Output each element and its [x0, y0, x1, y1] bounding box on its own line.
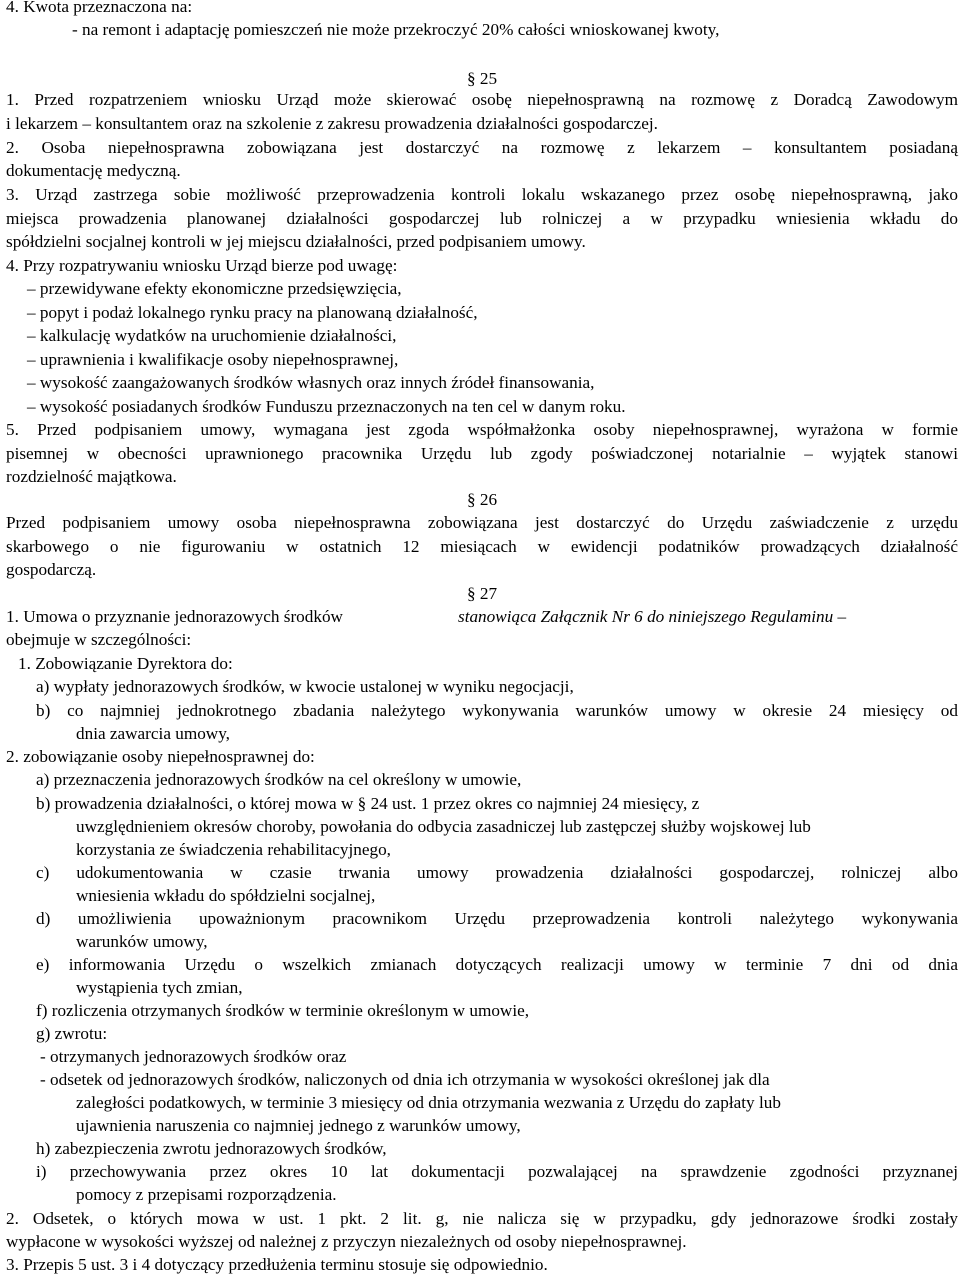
- list-item: b) co najmniej jednokrotnego zbadania należytego wykonywania warunków umowy w okresie 24 miesięcy od: [36, 701, 958, 720]
- list-item: - odsetek od jednorazowych środków, naliczonych od dnia ich otrzymania w wysokości określonej jak dla: [40, 1070, 770, 1089]
- text-line: Przed podpisaniem umowy osoba niepełnosprawna zobowiązana jest dostarczyć do Urzędu zaświadczenie z urzędu: [6, 513, 958, 532]
- text-line: 5. Przed podpisaniem umowy, wymagana jest zgoda współmałżonka osoby niepełnosprawnej, wyrażona w formie: [6, 420, 958, 439]
- bullet-item: – popyt i podaż lokalnego rynku pracy na planowaną działalność,: [27, 303, 478, 322]
- section-heading: § 25: [466, 69, 498, 88]
- section-heading: § 26: [466, 490, 498, 509]
- list-item: e) informowania Urzędu o wszelkich zmianach dotyczących realizacji umowy w terminie 7 dni od dnia: [36, 955, 958, 974]
- list-item: a) przeznaczenia jednorazowych środków na cel określony w umowie,: [36, 770, 522, 789]
- list-item-continuation: uwzględnieniem okresów choroby, powołania do odbycia zasadniczej lub zastępczej służby wojskowej lub: [76, 817, 811, 836]
- bullet-item: – kalkulację wydatków na uruchomienie działalności,: [27, 326, 397, 345]
- text-line-italic: stanowiąca Załącznik Nr 6 do niniejszego Regulaminu –: [458, 607, 847, 626]
- text-line: 3. Przepis 5 ust. 3 i 4 dotyczący przedłużenia terminu stosuje się odpowiednio.: [6, 1255, 548, 1274]
- list-item-continuation: pomocy z przepisami rozporządzenia.: [76, 1185, 337, 1204]
- text-line: 2. Osoba niepełnosprawna zobowiązana jest dostarczyć na rozmowę z lekarzem – konsultantem posiadaną: [6, 138, 958, 157]
- list-item-continuation: ujawnienia naruszenia co najmniej jednego z warunków umowy,: [76, 1116, 521, 1135]
- list-item: a) wypłaty jednorazowych środków, w kwocie ustalonej w wyniku negocjacji,: [36, 677, 574, 696]
- text-line: pisemnej w obecności uprawnionego pracownika Urzędu lub zgody poświadczonej notarialnie – wyjątek stanowi: [6, 444, 958, 463]
- text-line: obejmuje w szczególności:: [6, 630, 192, 649]
- text-line: 1. Umowa o przyznanie jednorazowych środków: [6, 607, 343, 626]
- bullet-item: – uprawnienia i kwalifikacje osoby niepełnosprawnej,: [27, 350, 399, 369]
- text-line: 2. zobowiązanie osoby niepełnosprawnej do:: [6, 747, 315, 766]
- text-line: 1. Przed rozpatrzeniem wniosku Urząd może skierować osobę niepełnosprawną na rozmowę z Doradcą Zawodowym: [6, 90, 958, 109]
- text-line: i lekarzem – konsultantem oraz na szkolenie z zakresu prowadzenia działalności gospodarczej.: [6, 114, 658, 133]
- list-item: - otrzymanych jednorazowych środków oraz: [40, 1047, 347, 1066]
- list-item: g) zwrotu:: [36, 1024, 108, 1043]
- list-item: i) przechowywania przez okres 10 lat dokumentacji pozwalającej na sprawdzenie zgodności przyznanej: [36, 1162, 958, 1181]
- text-line: spółdzielni socjalnej kontroli w jej miejscu działalności, przed podpisaniem umowy.: [6, 232, 586, 251]
- list-item-continuation: korzystania ze świadczenia rehabilitacyjnego,: [76, 840, 391, 859]
- list-item: c) udokumentowania w czasie trwania umowy prowadzenia działalności gospodarczej, rolniczej albo: [36, 863, 958, 882]
- list-item: h) zabezpieczenia zwrotu jednorazowych środków,: [36, 1139, 387, 1158]
- text-line: 4. Przy rozpatrywaniu wniosku Urząd bierze pod uwagę:: [6, 256, 398, 275]
- text-line: wypłacone w wysokości wyższej od należnej z przyczyn niezależnych od osoby niepełnosprawnej.: [6, 1232, 687, 1251]
- list-item: d) umożliwienia upoważnionym pracownikom Urzędu przeprowadzenia kontroli należytego wykonywania: [36, 909, 958, 928]
- text-line: 2. Odsetek, o których mowa w ust. 1 pkt. 2 lit. g, nie nalicza się w przypadku, gdy jednorazowe środki zostały: [6, 1209, 958, 1228]
- text-line: 3. Urząd zastrzega sobie możliwość przeprowadzenia kontroli lokalu wskazanego przez osobę niepełnosprawną, jako: [6, 185, 958, 204]
- list-item-continuation: dnia zawarcia umowy,: [76, 724, 230, 743]
- list-item-continuation: wniesienia wkładu do spółdzielni socjalnej,: [76, 886, 376, 905]
- bullet-item: – przewidywane efekty ekonomiczne przedsięwzięcia,: [27, 279, 402, 298]
- text-line: rozdzielność majątkowa.: [6, 467, 177, 486]
- bullet-item: – wysokość posiadanych środków Funduszu przeznaczonych na ten cel w danym roku.: [27, 397, 626, 416]
- text-line: 4. Kwota przeznaczona na:: [6, 0, 193, 16]
- bullet-item: – wysokość zaangażowanych środków własnych oraz innych źródeł finansowania,: [27, 373, 595, 392]
- text-line: 1. Zobowiązanie Dyrektora do:: [18, 654, 233, 673]
- text-line: skarbowego o nie figurowaniu w ostatnich 12 miesiącach w ewidencji podatników prowadzących działalność: [6, 537, 958, 556]
- text-line: - na remont i adaptację pomieszczeń nie może przekroczyć 20% całości wnioskowanej kwoty,: [72, 20, 720, 39]
- list-item: f) rozliczenia otrzymanych środków w terminie określonym w umowie,: [36, 1001, 530, 1020]
- text-line: miejsca prowadzenia planowanej działalności gospodarczej lub rolniczej a w przypadku wniesienia wkładu do: [6, 209, 958, 228]
- list-item-continuation: wystąpienia tych zmian,: [76, 978, 243, 997]
- list-item-continuation: zaległości podatkowych, w terminie 3 miesięcy od dnia otrzymania wezwania z Urzędu do zapłaty lub: [76, 1093, 781, 1112]
- section-heading: § 27: [466, 584, 498, 603]
- text-line: dokumentację medyczną.: [6, 161, 181, 180]
- list-item-continuation: warunków umowy,: [76, 932, 208, 951]
- text-line: gospodarczą.: [6, 560, 97, 579]
- list-item: b) prowadzenia działalności, o której mowa w § 24 ust. 1 przez okres co najmniej 24 miesięcy, z: [36, 794, 700, 813]
